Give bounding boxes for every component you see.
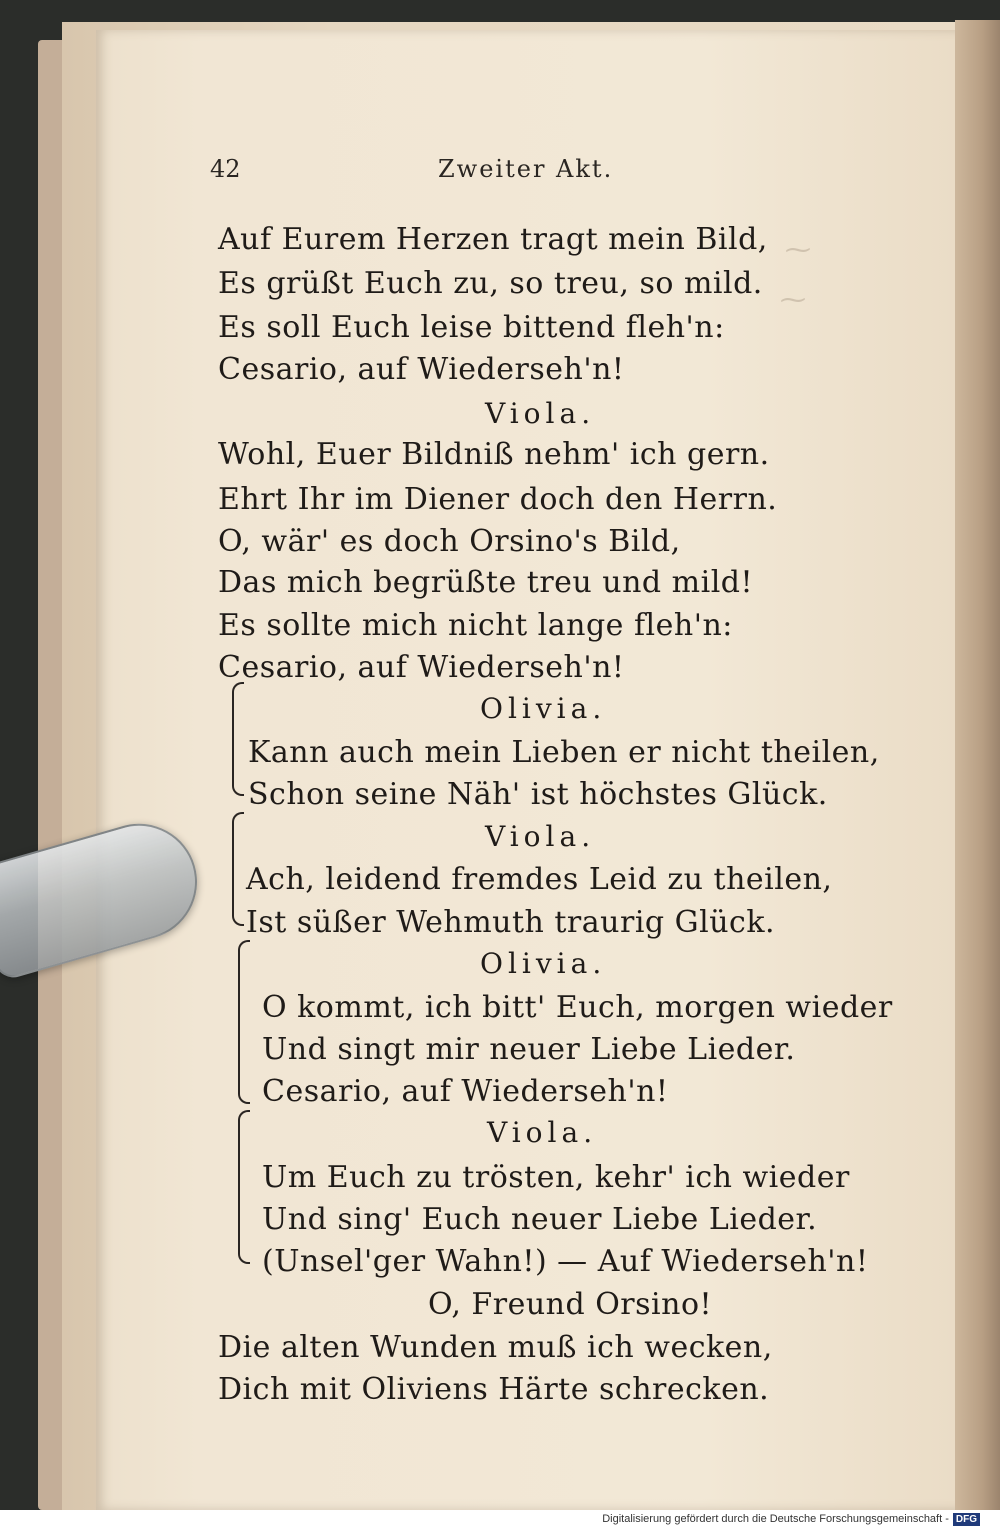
brace-mark (238, 1110, 250, 1264)
brace-mark (238, 940, 250, 1104)
verse-line: Dich mit Oliviens Härte schrecken. (218, 1372, 770, 1407)
verse-line: Um Euch zu trösten, kehr' ich wieder (262, 1160, 850, 1195)
verse-line: Cesario, auf Wiederseh'n! (218, 352, 625, 387)
verse-line: O, wär' es doch Orsino's Bild, (218, 524, 681, 559)
verse-line: Cesario, auf Wiederseh'n! (262, 1074, 669, 1109)
verse-line: (Unsel'ger Wahn!) — Auf Wiederseh'n! (262, 1244, 869, 1279)
facing-page-edge (955, 20, 1000, 1510)
verse-line: Auf Eurem Herzen tragt mein Bild, (218, 222, 768, 257)
show-through-mark: ⁓ (785, 235, 811, 265)
running-head: Zweiter Akt. (438, 155, 614, 183)
verse-line: Es grüßt Euch zu, so treu, so mild. (218, 266, 763, 301)
show-through-mark: ⁓ (780, 285, 806, 315)
verse-line: Ist süßer Wehmuth traurig Glück. (246, 905, 776, 940)
verse-line: Das mich begrüßte treu und mild! (218, 565, 754, 600)
speaker-name: Olivia. (480, 947, 607, 980)
verse-line: Die alten Wunden muß ich wecken, (218, 1330, 773, 1365)
verse-line: Schon seine Näh' ist höchstes Glück. (248, 777, 828, 812)
speaker-name: Olivia. (480, 692, 607, 725)
verse-line: Es soll Euch leise bittend fleh'n: (218, 310, 725, 345)
verse-line: Wohl, Euer Bildniß nehm' ich gern. (218, 437, 770, 472)
brace-mark (232, 812, 244, 926)
digitization-footer (602, 1510, 980, 1528)
speaker-name: Viola. (487, 1116, 598, 1149)
speaker-name: Viola. (485, 820, 596, 853)
verse-line: O, Freund Orsino! (428, 1287, 713, 1322)
verse-line: Ehrt Ihr im Diener doch den Herrn. (218, 482, 778, 517)
verse-line: Und singt mir neuer Liebe Lieder. (262, 1032, 796, 1067)
speaker-name: Viola. (485, 397, 596, 430)
verse-line: Kann auch mein Lieben er nicht theilen, (248, 735, 880, 770)
brace-mark (232, 682, 244, 796)
verse-line: Und sing' Euch neuer Liebe Lieder. (262, 1202, 818, 1237)
verse-line: Cesario, auf Wiederseh'n! (218, 650, 625, 685)
verse-line: O kommt, ich bitt' Euch, morgen wieder (262, 990, 893, 1025)
footer-text: Digitalisierung gefördert durch die Deutsche Forschungsgemeinschaft - (602, 1513, 949, 1525)
verse-line: Ach, leidend fremdes Leid zu theilen, (246, 862, 833, 897)
verse-line: Es sollte mich nicht lange fleh'n: (218, 608, 733, 643)
page-number: 42 (210, 155, 241, 183)
page-header (210, 155, 770, 189)
dfg-logo: DFG (953, 1513, 980, 1526)
